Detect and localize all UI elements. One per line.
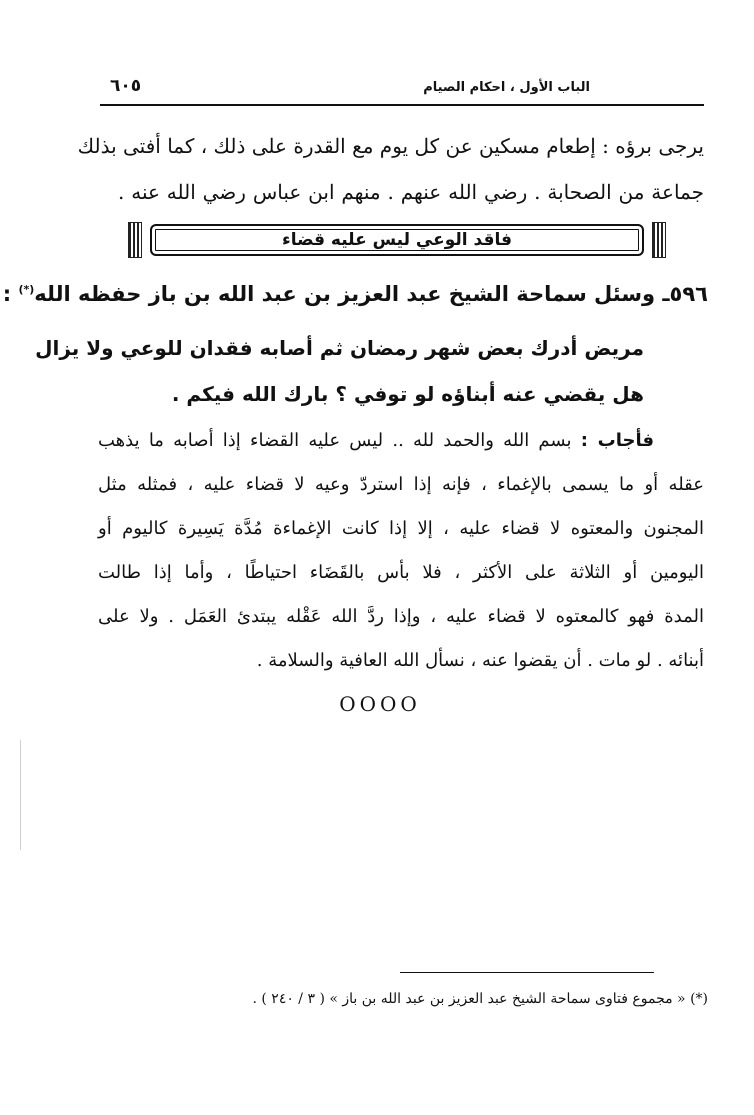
running-header-title: الباب الأول ، احكام الصيام [423,80,590,95]
section-banner [128,222,666,258]
question-heading-colon: : [2,282,19,306]
question-line-2: هل يقضي عنه أبناؤه لو توفي ؟ بارك الله فيكم . [171,382,644,406]
answer-line-6: أبنائه . لو مات . أن يقضوا عنه ، نسأل الله العافية والسلامة . [256,650,704,671]
header-rule [100,104,704,106]
footnote-marker: (*) [18,283,35,296]
intro-line-2: جماعة من الصحابة . رضي الله عنهم . منهم ابن عباس رضي الله عنه . [118,180,704,204]
answer-line-3: المجنون والمعتوه لا قضاء عليه ، إلا إذا كانت الإغماءة مُدَّة يَسِيرة كاليوم أو [98,518,704,539]
intro-line-1: يرجى برؤه : إطعام مسكين عن كل يوم مع القدرة على ذلك ، كما أفتى بذلك [77,134,704,158]
footnote-rule [400,972,654,973]
answer-line-2: عقله أو ما يسمى بالإغماء ، فإنه إذا استردّ وعيه لا قضاء عليه ، فمثله مثل [98,474,704,495]
footnote: (*) « مجموع فتاوى سماحة الشيخ عبد العزيز بن عبد الله بن باز » ( ٣ / ٢٤٠ ) . [252,991,708,1007]
answer-line-4: اليومين أو الثلاثة على الأكثر ، فلا بأس بالقَضَاء احتياطًا ، وأما إذا طالت [98,562,704,583]
answer-line-1 [98,430,654,451]
banner-left-ornament [128,222,142,258]
question-heading [2,282,708,306]
section-title: فاقد الوعي ليس عليه قضاء [282,230,512,250]
page-number: ٦٠٥ [110,76,142,96]
section-end-ornament: OOOO [339,692,421,716]
question-heading-text: ٥٩٦ـ وسئل سماحة الشيخ عبد العزيز بن عبد الله بن باز حفظه الله [34,282,708,306]
question-line-1: مريض أدرك بعض شهر رمضان ثم أصابه فقدان للوعي ولا يزال [35,336,644,360]
answer-label: فأجاب : [580,430,654,451]
banner-frame [150,224,644,256]
scan-margin-line [20,740,21,850]
banner-right-ornament [652,222,666,258]
answer-line-1-text: بسم الله والحمد لله .. ليس عليه القضاء إذا أصابه ما يذهب [98,430,581,451]
answer-line-5: المدة فهو كالمعتوه لا قضاء عليه ، وإذا ردَّ الله عَقْله يبتدئ العَمَل . ولا على [98,606,704,627]
